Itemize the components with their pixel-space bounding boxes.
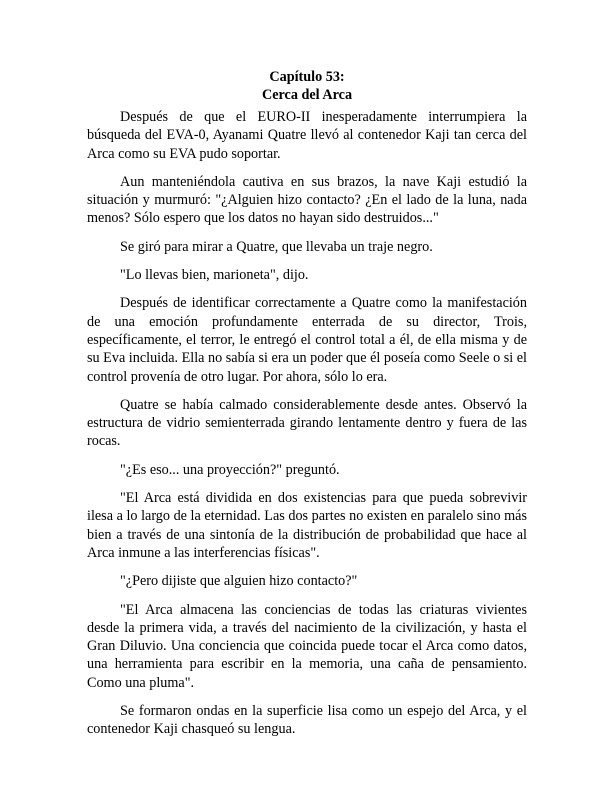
body-paragraph: Se formaron ondas en la superficie lisa como un espejo del Arca, y el contenedor Kaji chasqueó su lengua. (87, 703, 527, 738)
body-paragraph: "¿Pero dijiste que alguien hizo contacto?" (120, 573, 358, 590)
body-paragraph: Después de que el EURO-II inesperadamente interrumpiera la búsqueda del EVA-0, Ayanami Quatre llevó al contenedor Kaji tan cerca del Arca como su EVA pudo soportar. (87, 109, 527, 162)
document-page (87, 68, 527, 749)
body-paragraph: "El Arca almacena las conciencias de todas las criaturas vivientes desde la primera vida, a través del nacimiento de la civilización, y hasta el Gran Diluvio. Una conciencia que coincida puede tocar el Arca como datos, una herramienta para escribir en la memoria, una caña de pensamiento. Como una pluma". (87, 601, 527, 691)
chapter-heading (87, 68, 527, 104)
body-paragraph: Después de identificar correctamente a Quatre como la manifestación de una emoción profundamente enterrada de su director, Trois, específicamente, el terror, le entregó el control total a él, de ella misma y de su Eva incluida. Ella no sabía si era un poder que él poseía como Seele o si el control provenía de otro lugar. Por ahora, sólo lo era. (87, 295, 527, 385)
body-paragraph: Aun manteniéndola cautiva en sus brazos, la nave Kaji estudió la situación y murmuró: "¿Alguien hizo contacto? ¿En el lado de la luna, nada menos? Sólo espero que los datos no hayan sido destruidos..." (87, 173, 527, 227)
body-paragraph: "Lo llevas bien, marioneta", dijo. (120, 267, 309, 284)
body-paragraph: Se giró para mirar a Quatre, que llevaba un traje negro. (120, 238, 433, 255)
body-paragraph: "¿Es eso... una proyección?" preguntó. (120, 461, 340, 478)
chapter-title: Cerca del Arca (261, 87, 353, 103)
body-paragraph: "El Arca está dividida en dos existencias para que pueda sobrevivir ilesa a lo largo de la eternidad. Las dos partes no existen en paralelo sino más bien a través de una sintonía de la distribución de probabilidad que hace al Arca inmune a las interferencias físicas". (87, 490, 527, 561)
chapter-number: Capítulo 53: (269, 69, 345, 85)
body-paragraph: Quatre se había calmado considerablemente desde antes. Observó la estructura de vidrio semienterrada girando lentamente dentro y fuera de las rocas. (87, 396, 527, 450)
